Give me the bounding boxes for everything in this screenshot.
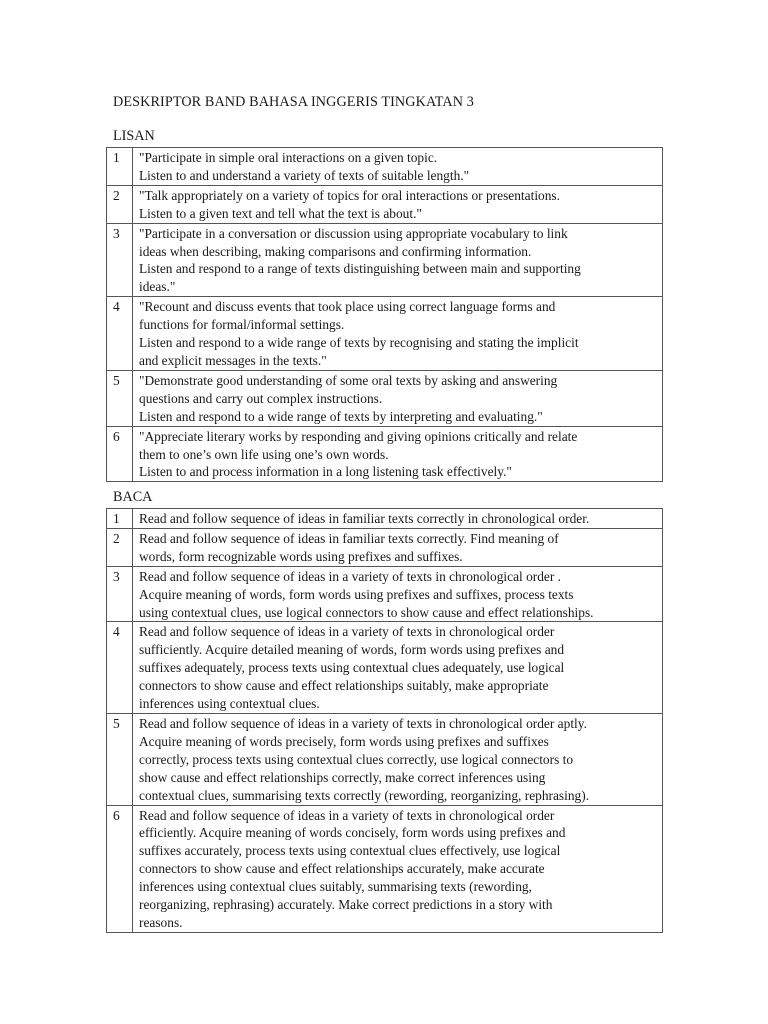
descriptor-line: Listen and respond to a wide range of texts by recognising and stating the implicit	[139, 335, 579, 351]
descriptor-line: Read and follow sequence of ideas in a variety of texts in chronological order .	[139, 568, 562, 584]
lisan-table	[106, 147, 663, 482]
band-number: 5	[107, 370, 133, 426]
baca-table	[106, 508, 663, 933]
lisan-heading: LISAN	[113, 128, 155, 144]
descriptor-line: questions and carry out complex instructions.	[139, 390, 383, 406]
band-descriptor	[133, 426, 663, 482]
band-row	[107, 805, 663, 932]
band-number: 4	[107, 297, 133, 371]
band-row	[107, 713, 663, 805]
descriptor-line: and explicit messages in the texts."	[139, 352, 327, 368]
descriptor-line: Listen and respond to a range of texts distinguishing between main and supporting	[139, 261, 581, 277]
descriptor-line: words, form recognizable words using prefixes and suffixes.	[139, 548, 463, 564]
descriptor-line: "Participate in a conversation or discussion using appropriate vocabulary to link	[139, 225, 568, 241]
descriptor-line: show cause and effect relationships correctly, make correct inferences using	[139, 769, 546, 785]
band-descriptor	[133, 622, 663, 714]
descriptor-line: connectors to show cause and effect relationships accurately, make accurate	[139, 861, 545, 877]
band-descriptor	[133, 805, 663, 932]
descriptor-line: contextual clues, summarising texts correctly (rewording, reorganizing, rephrasing).	[139, 787, 590, 803]
descriptor-line: using contextual clues, use logical connectors to show cause and effect relationships.	[139, 604, 594, 620]
band-descriptor	[133, 297, 663, 371]
band-number: 2	[107, 528, 133, 566]
descriptor-line: inferences using contextual clues suitably, summarising texts (rewording,	[139, 879, 532, 895]
baca-table-body	[107, 509, 663, 933]
band-number: 1	[107, 509, 133, 529]
descriptor-line: Listen to and understand a variety of texts of suitable length."	[139, 167, 470, 183]
descriptor-line: functions for formal/informal settings.	[139, 317, 345, 333]
band-number: 6	[107, 805, 133, 932]
descriptor-line: "Participate in simple oral interactions on a given topic.	[139, 150, 438, 165]
band-descriptor	[133, 509, 663, 529]
band-descriptor	[133, 223, 663, 297]
descriptor-line: reasons.	[139, 914, 183, 930]
descriptor-line: inferences using contextual clues.	[139, 696, 320, 712]
band-descriptor	[133, 148, 663, 186]
band-row	[107, 566, 663, 622]
descriptor-line: Read and follow sequence of ideas in familiar texts correctly in chronological order.	[139, 511, 590, 526]
descriptor-line: reorganizing, rephrasing) accurately. Make correct predictions in a story with	[139, 897, 553, 913]
descriptor-line: "Talk appropriately on a variety of topics for oral interactions or presentations.	[139, 187, 560, 203]
band-row	[107, 148, 663, 186]
band-number: 4	[107, 622, 133, 714]
descriptor-line: "Appreciate literary works by responding and giving opinions critically and relate	[139, 428, 578, 444]
band-row	[107, 223, 663, 297]
descriptor-line: suffixes adequately, process texts using contextual clues adequately, use logical	[139, 660, 565, 676]
descriptor-line: Listen and respond to a wide range of texts by interpreting and evaluating."	[139, 408, 543, 424]
band-number: 3	[107, 566, 133, 622]
descriptor-line: ideas."	[139, 279, 176, 295]
descriptor-line: Acquire meaning of words, form words using prefixes and suffixes, process texts	[139, 586, 574, 602]
descriptor-line: Read and follow sequence of ideas in a variety of texts in chronological order aptly.	[139, 715, 587, 731]
descriptor-line: ideas when describing, making comparisons and confirming information.	[139, 243, 532, 259]
descriptor-line: correctly, process texts using contextual clues correctly, use logical connectors to	[139, 751, 574, 767]
band-row	[107, 528, 663, 566]
baca-heading: BACA	[113, 489, 153, 505]
descriptor-line: them to one’s own life using one’s own words.	[139, 446, 389, 462]
band-descriptor	[133, 566, 663, 622]
lisan-table-body	[107, 148, 663, 482]
band-number: 5	[107, 713, 133, 805]
band-row	[107, 297, 663, 371]
band-number: 6	[107, 426, 133, 482]
band-row	[107, 185, 663, 223]
band-number: 2	[107, 185, 133, 223]
descriptor-line: Read and follow sequence of ideas in familiar texts correctly. Find meaning of	[139, 530, 559, 546]
descriptor-line: connectors to show cause and effect relationships suitably, make appropriate	[139, 678, 549, 694]
descriptor-line: Listen to a given text and tell what the text is about."	[139, 205, 422, 221]
descriptor-line: "Demonstrate good understanding of some oral texts by asking and answering	[139, 372, 558, 388]
descriptor-line: suffixes accurately, process texts using contextual clues effectively, use logical	[139, 843, 561, 859]
band-number: 3	[107, 223, 133, 297]
band-number: 1	[107, 148, 133, 186]
descriptor-line: "Recount and discuss events that took place using correct language forms and	[139, 299, 556, 315]
descriptor-line: Read and follow sequence of ideas in a variety of texts in chronological order	[139, 807, 555, 823]
band-descriptor	[133, 370, 663, 426]
band-row	[107, 370, 663, 426]
descriptor-line: Acquire meaning of words precisely, form words using prefixes and suffixes	[139, 733, 549, 749]
descriptor-line: Listen to and process information in a long listening task effectively."	[139, 464, 512, 480]
band-descriptor	[133, 528, 663, 566]
band-descriptor	[133, 713, 663, 805]
band-row	[107, 426, 663, 482]
band-row	[107, 622, 663, 714]
descriptor-line: efficiently. Acquire meaning of words concisely, form words using prefixes and	[139, 825, 566, 841]
descriptor-line: Read and follow sequence of ideas in a variety of texts in chronological order	[139, 624, 555, 640]
band-row	[107, 509, 663, 529]
band-descriptor	[133, 185, 663, 223]
document-title: DESKRIPTOR BAND BAHASA INGGERIS TINGKATAN 3	[113, 94, 474, 110]
descriptor-line: sufficiently. Acquire detailed meaning of words, form words using prefixes and	[139, 642, 565, 658]
